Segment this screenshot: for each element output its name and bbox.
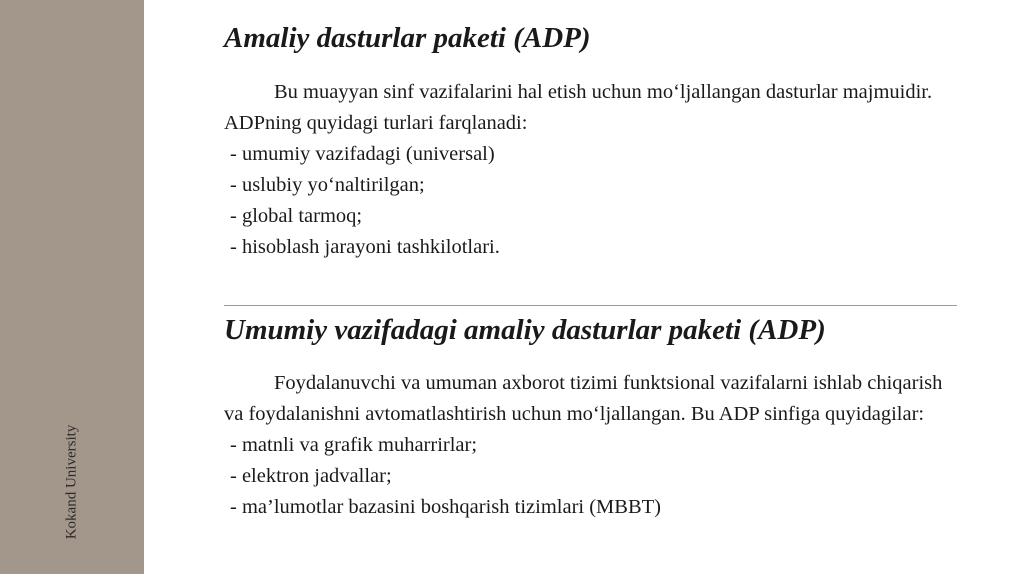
section-body-general-adp (224, 368, 964, 523)
list-item: - global tarmoq; (230, 205, 363, 227)
section-paragraph: Bu muayyan sinf vazifalarini hal etish uchun mo‘ljallangan dasturlar majmuidir. ADPning quyidagi turlari farqlanadi: (224, 81, 933, 134)
list-item: - umumiy vazifadagi (universal) (230, 143, 495, 165)
list-item: - matnli va grafik muharrirlar; (230, 434, 478, 456)
sidebar-panel (0, 0, 144, 574)
university-label: Kokand University (63, 424, 80, 540)
section-divider (224, 305, 957, 306)
list-item: - hisoblash jarayoni tashkilotlari. (230, 236, 500, 258)
list-item: - ma’lumotlar bazasini boshqarish tizimlari (MBBT) (230, 496, 661, 518)
section-body-adp (224, 77, 964, 263)
list-item: - elektron jadvallar; (230, 465, 392, 487)
section-paragraph: Foydalanuvchi va umuman axborot tizimi funktsional vazifalarni ishlab chiqarish va foydalanishni avtomatlashtirish uchun mo‘ljallangan. Bu ADP sinfiga quyidagilar: (224, 372, 943, 425)
section-title-general-adp: Umumiy vazifadagi amaliy dasturlar paketi (ADP) (224, 314, 826, 346)
section-title-adp: Amaliy dasturlar paketi (ADP) (224, 22, 591, 54)
list-item: - uslubiy yo‘naltirilgan; (230, 174, 425, 196)
